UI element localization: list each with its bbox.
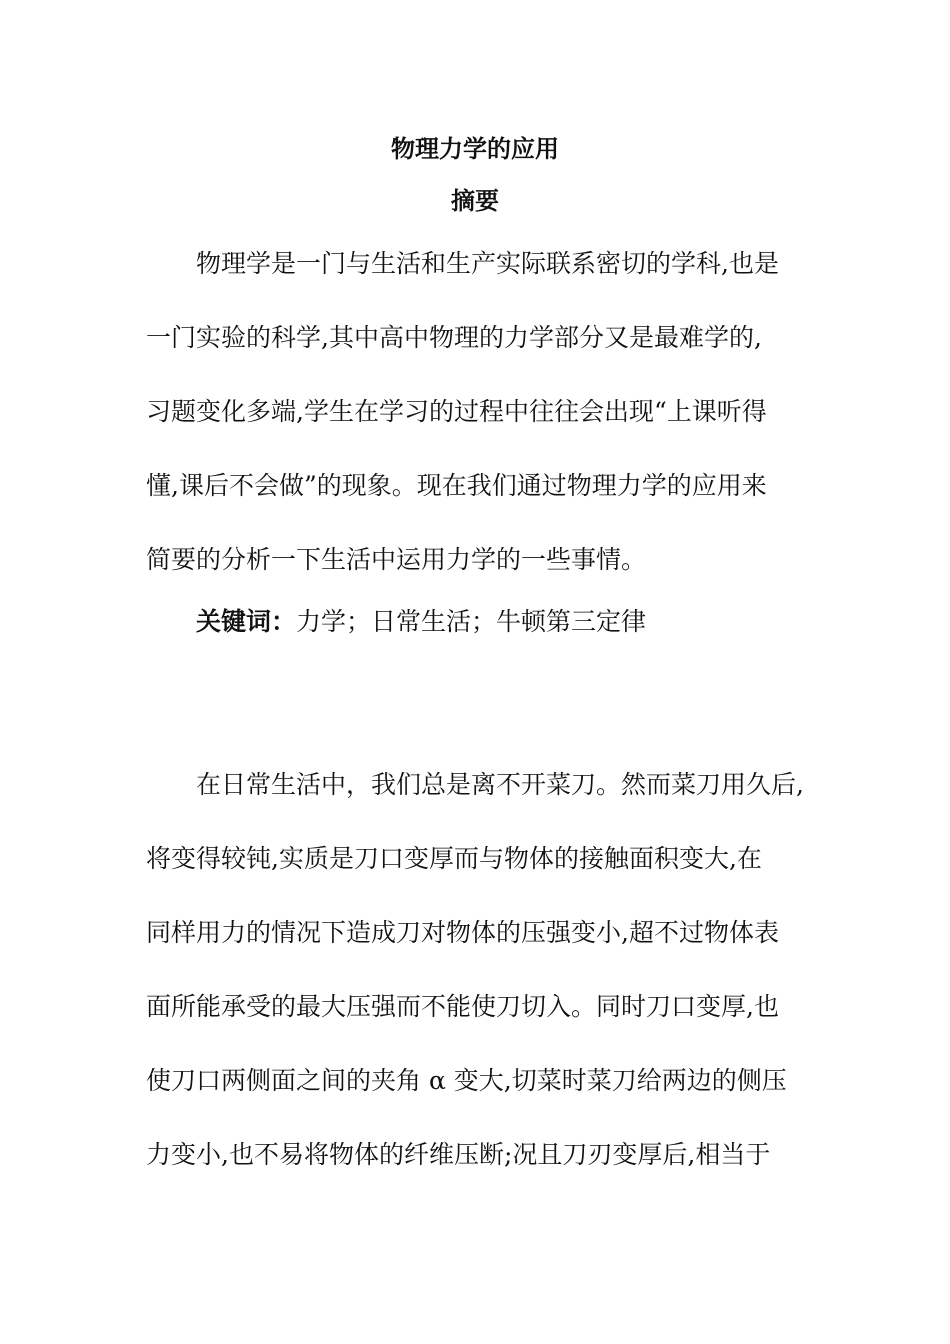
abstract-line: 一门实验的科学,其中高中物理的力学部分又是最难学的, <box>146 323 762 352</box>
body-line: 使刀口两侧面之间的夹角 α 变大,切菜时菜刀给两边的侧压 <box>146 1066 787 1095</box>
abstract-line: 物理学是一门与生活和生产实际联系密切的学科,也是 <box>196 249 779 278</box>
abstract-heading: 摘要 <box>451 186 499 215</box>
document-title: 物理力学的应用 <box>391 134 559 163</box>
body-line: 面所能承受的最大压强而不能使刀切入。同时刀口变厚,也 <box>146 992 779 1021</box>
keywords-label: 关键词： <box>196 607 297 636</box>
body-line: 将变得较钝,实质是刀口变厚而与物体的接触面积变大,在 <box>146 844 762 873</box>
abstract-line: 简要的分析一下生活中运用力学的一些事情。 <box>146 545 647 574</box>
body-line: 力变小,也不易将物体的纤维压断;况且刀刃变厚后,相当于 <box>146 1140 771 1169</box>
keywords-line <box>196 604 646 640</box>
keywords-text: 力学；日常生活；牛顿第三定律 <box>296 607 647 636</box>
abstract-line: 习题变化多端,学生在学习的过程中往往会出现“上课听得 <box>146 397 767 426</box>
body-line: 在日常生活中，我们总是离不开菜刀。然而菜刀用久后, <box>196 770 804 799</box>
abstract-line: 懂,课后不会做”的现象。现在我们通过物理力学的应用来 <box>146 471 767 500</box>
body-line: 同样用力的情况下造成刀对物体的压强变小,超不过物体表 <box>146 918 779 947</box>
